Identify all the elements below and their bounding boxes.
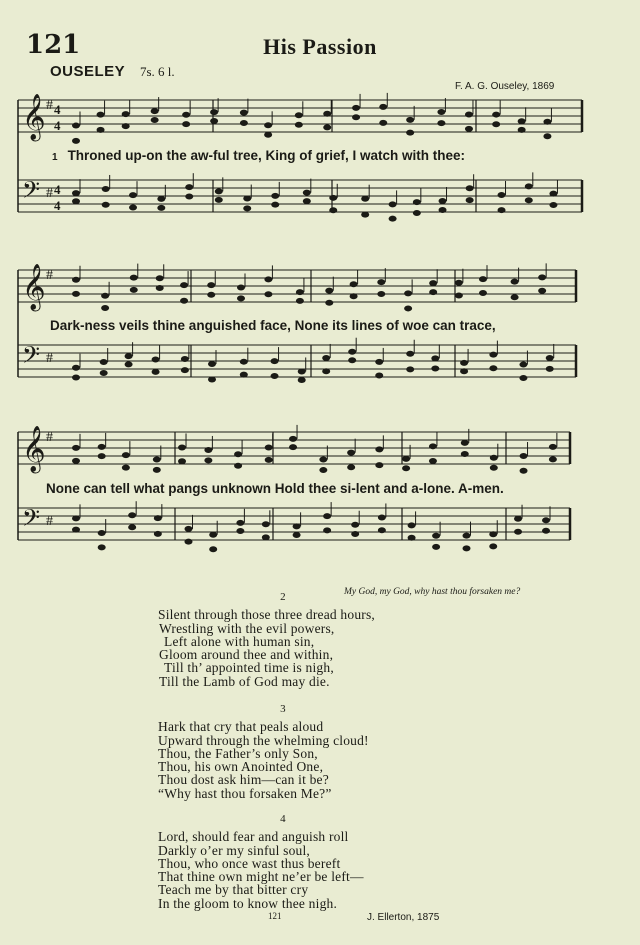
note-head	[498, 207, 506, 213]
note-head	[325, 288, 333, 294]
note-head	[455, 292, 463, 298]
note-head	[463, 533, 471, 539]
note-head	[413, 210, 421, 216]
stanza-line: That thine own might ne’er be left—	[158, 869, 364, 885]
note-head	[157, 196, 165, 202]
treble-clef: 𝄞	[22, 426, 46, 472]
note-head	[129, 204, 137, 210]
note-head	[520, 453, 528, 459]
note-head	[240, 359, 248, 365]
note-head	[525, 183, 533, 189]
note-head	[262, 534, 270, 540]
note-head	[101, 305, 109, 311]
stanza-3	[158, 703, 408, 800]
note-head	[298, 377, 306, 383]
note-head	[98, 530, 106, 536]
note-head	[378, 514, 386, 520]
tune-name: OUSELEY	[50, 63, 126, 80]
composer-credit: F. A. G. Ouseley, 1869	[455, 81, 555, 92]
note-head	[465, 112, 473, 118]
note-head	[236, 528, 244, 534]
hymn-number: 121	[26, 30, 81, 60]
time-signature: 4	[54, 102, 61, 117]
stanza-line: Hark that cry that peals aloud	[158, 719, 324, 735]
note-head	[542, 517, 550, 523]
note-head	[329, 207, 337, 213]
note-head	[122, 465, 130, 471]
note-head	[296, 298, 304, 304]
note-head	[262, 521, 270, 527]
note-head	[100, 370, 108, 376]
stanza-line: Till th’ appointed time is nigh,	[164, 660, 334, 676]
note-head	[154, 531, 162, 537]
note-head	[408, 535, 416, 541]
note-head	[489, 531, 497, 537]
note-head	[182, 112, 190, 118]
note-head	[210, 109, 218, 115]
note-head	[377, 291, 385, 297]
stanza-4	[158, 813, 408, 910]
note-head	[323, 513, 331, 519]
note-head	[406, 130, 414, 136]
note-head	[319, 457, 327, 463]
note-head	[72, 515, 80, 521]
time-signature: 4	[54, 198, 61, 213]
footer-page-number: 121	[268, 911, 282, 921]
note-head	[429, 458, 437, 464]
epigraph: My God, my God, why hast thou forsaken me?	[344, 587, 521, 597]
note-head	[543, 133, 551, 139]
note-head	[72, 277, 80, 283]
bass-clef: 𝄢	[22, 504, 41, 537]
note-head	[490, 455, 498, 461]
note-head	[72, 458, 80, 464]
note-head	[375, 462, 383, 468]
note-head	[514, 529, 522, 535]
note-head	[265, 445, 273, 451]
note-head	[413, 199, 421, 205]
note-head	[295, 112, 303, 118]
note-head	[525, 197, 533, 203]
bass-clef: 𝄢	[22, 341, 41, 374]
note-head	[329, 195, 337, 201]
note-head	[128, 524, 136, 530]
note-head	[538, 274, 546, 280]
note-head	[204, 447, 212, 453]
note-head	[519, 362, 527, 368]
bass-clef: 𝄢	[22, 176, 41, 209]
note-head	[152, 356, 160, 362]
note-head	[351, 531, 359, 537]
note-head	[546, 366, 554, 372]
sharp-sign: #	[46, 351, 53, 366]
note-head	[461, 440, 469, 446]
note-head	[271, 358, 279, 364]
author-credit: J. Ellerton, 1875	[367, 912, 440, 923]
stanza-line: Darkly o’er my sinful soul,	[158, 842, 311, 858]
note-head	[237, 295, 245, 301]
note-head	[549, 456, 557, 462]
note-head	[348, 357, 356, 363]
sharp-sign: #	[46, 514, 53, 529]
note-head	[455, 280, 463, 286]
note-head	[465, 126, 473, 132]
note-head	[303, 190, 311, 196]
note-head	[209, 546, 217, 552]
note-head	[439, 198, 447, 204]
stanza-number: 4	[280, 813, 286, 825]
note-head	[511, 279, 519, 285]
note-head	[404, 305, 412, 311]
note-head	[549, 191, 557, 197]
sharp-sign: #	[46, 268, 53, 283]
note-head	[207, 292, 215, 298]
note-head	[264, 276, 272, 282]
time-signature: 4	[54, 118, 61, 133]
note-head	[375, 359, 383, 365]
note-head	[549, 444, 557, 450]
note-head	[350, 293, 358, 299]
note-head	[184, 539, 192, 545]
note-head	[431, 355, 439, 361]
stanza-line: Upward through the whelming cloud!	[158, 732, 369, 748]
note-head	[102, 186, 110, 192]
note-head	[406, 351, 414, 357]
treble-clef: 𝄞	[22, 264, 46, 310]
note-head	[243, 196, 251, 202]
note-head	[439, 207, 447, 213]
note-head	[479, 276, 487, 282]
note-head	[489, 543, 497, 549]
note-head	[466, 185, 474, 191]
note-head	[264, 291, 272, 297]
note-head	[296, 289, 304, 295]
note-head	[406, 117, 414, 123]
note-head	[378, 527, 386, 533]
note-head	[240, 120, 248, 126]
note-head	[479, 290, 487, 296]
note-head	[379, 120, 387, 126]
note-head	[402, 456, 410, 462]
note-head	[97, 127, 105, 133]
note-head	[461, 451, 469, 457]
note-head	[375, 372, 383, 378]
note-head	[100, 359, 108, 365]
note-head	[236, 520, 244, 526]
stanza-line: Thou dost ask him—can it be?	[158, 772, 329, 788]
note-head	[295, 122, 303, 128]
note-head	[546, 355, 554, 361]
note-head	[520, 468, 528, 474]
note-head	[347, 450, 355, 456]
note-head	[265, 457, 273, 463]
note-head	[431, 365, 439, 371]
note-head	[98, 444, 106, 450]
note-head	[377, 279, 385, 285]
stanza-line: Wrestling with the evil powers,	[159, 620, 335, 636]
note-head	[234, 451, 242, 457]
note-head	[518, 127, 526, 133]
note-head	[429, 280, 437, 286]
note-head	[178, 458, 186, 464]
note-head	[490, 465, 498, 471]
stanza-line: In the gloom to know thee nigh.	[158, 895, 338, 911]
note-head	[264, 122, 272, 128]
note-head	[208, 377, 216, 383]
note-head	[406, 366, 414, 372]
note-head	[151, 108, 159, 114]
note-head	[240, 372, 248, 378]
note-head	[492, 121, 500, 127]
note-head	[538, 288, 546, 294]
note-head	[182, 121, 190, 127]
note-head	[511, 294, 519, 300]
note-head	[128, 512, 136, 518]
note-head	[178, 444, 186, 450]
note-head	[271, 373, 279, 379]
note-head	[185, 193, 193, 199]
note-head	[72, 198, 80, 204]
note-head	[72, 190, 80, 196]
note-head	[379, 104, 387, 110]
note-head	[72, 291, 80, 297]
note-head	[350, 281, 358, 287]
note-head	[157, 205, 165, 211]
note-head	[130, 287, 138, 293]
lyric-line-3: None can tell what pangs unknown Hold thee si-lent and a-lone. A-men.	[46, 481, 504, 496]
note-head	[460, 368, 468, 374]
note-head	[361, 212, 369, 218]
stanza-line: Gloom around thee and within,	[159, 647, 334, 663]
note-head	[325, 300, 333, 306]
note-head	[122, 452, 130, 458]
note-head	[323, 527, 331, 533]
note-head	[204, 457, 212, 463]
time-signature: 4	[54, 182, 61, 197]
note-head	[543, 119, 551, 125]
note-head	[102, 202, 110, 208]
note-head	[323, 111, 331, 117]
note-head	[389, 216, 397, 222]
note-head	[347, 464, 355, 470]
stanza-line: Left alone with human sin,	[164, 633, 315, 649]
note-head	[404, 290, 412, 296]
note-head	[98, 453, 106, 459]
note-head	[72, 365, 80, 371]
note-head	[319, 467, 327, 473]
note-head	[402, 465, 410, 471]
stanza-line: “Why hast thou forsaken Me?”	[158, 785, 332, 801]
note-head	[156, 275, 164, 281]
hymn-title: His Passion	[263, 34, 377, 59]
note-head	[215, 188, 223, 194]
note-head	[432, 533, 440, 539]
verse-number: 1	[52, 152, 58, 163]
note-head	[460, 360, 468, 366]
note-head	[298, 368, 306, 374]
note-head	[207, 282, 215, 288]
note-head	[322, 355, 330, 361]
note-head	[408, 522, 416, 528]
meter: 7s. 6 l.	[140, 64, 175, 79]
note-head	[184, 526, 192, 532]
note-head	[125, 353, 133, 359]
note-head	[293, 523, 301, 529]
note-head	[185, 184, 193, 190]
note-head	[234, 463, 242, 469]
note-head	[208, 361, 216, 367]
note-head	[153, 457, 161, 463]
note-head	[101, 293, 109, 299]
note-head	[429, 443, 437, 449]
sharp-sign: #	[46, 186, 53, 201]
note-head	[151, 117, 159, 123]
note-head	[375, 446, 383, 452]
note-head	[154, 515, 162, 521]
note-head	[240, 110, 248, 116]
note-head	[243, 205, 251, 211]
note-head	[542, 528, 550, 534]
note-head	[498, 192, 506, 198]
note-head	[351, 522, 359, 528]
note-head	[289, 444, 297, 450]
note-head	[72, 527, 80, 533]
note-head	[518, 118, 526, 124]
note-head	[97, 112, 105, 118]
note-head	[152, 369, 160, 375]
stanza-line: Thou, the Father’s only Son,	[158, 745, 318, 761]
stanza-number: 2	[280, 591, 286, 603]
note-head	[122, 111, 130, 117]
stanza-2	[158, 591, 408, 688]
stanza-line: Silent through those three dread hours,	[158, 607, 376, 623]
note-head	[180, 282, 188, 288]
note-head	[489, 365, 497, 371]
note-head	[271, 193, 279, 199]
sharp-sign: #	[46, 98, 53, 113]
note-head	[437, 109, 445, 115]
note-head	[264, 132, 272, 138]
note-head	[492, 112, 500, 118]
note-head	[432, 544, 440, 550]
note-head	[271, 202, 279, 208]
lyric-line-1	[52, 148, 465, 163]
sharp-sign: #	[46, 430, 53, 445]
note-head	[348, 349, 356, 355]
note-head	[72, 374, 80, 380]
note-head	[463, 545, 471, 551]
note-head	[429, 289, 437, 295]
note-head	[129, 192, 137, 198]
note-head	[489, 352, 497, 358]
lyric-line-2: Dark-ness veils thine anguished face, None its lines of woe can trace,	[50, 318, 496, 333]
note-head	[209, 532, 217, 538]
stanza-line: Thou, his own Anointed One,	[158, 759, 324, 775]
note-head	[210, 118, 218, 124]
note-head	[352, 105, 360, 111]
lyric-text-1: Throned up-on the aw-ful tree, King of grief, I watch with thee:	[67, 148, 466, 163]
note-head	[130, 275, 138, 281]
note-head	[153, 467, 161, 473]
note-head	[98, 544, 106, 550]
note-head	[466, 197, 474, 203]
note-head	[514, 516, 522, 522]
stanza-line: Till the Lamb of God may die.	[159, 673, 330, 689]
note-head	[303, 198, 311, 204]
note-head	[293, 532, 301, 538]
note-head	[322, 368, 330, 374]
note-head	[361, 196, 369, 202]
note-head	[181, 356, 189, 362]
stanza-line: Thou, who once wast thus bereft	[158, 855, 341, 871]
note-head	[72, 123, 80, 129]
note-head	[389, 201, 397, 207]
stanza-line: Lord, should fear and anguish roll	[158, 829, 349, 845]
note-head	[156, 285, 164, 291]
note-head	[289, 436, 297, 442]
note-head	[352, 114, 360, 120]
note-head	[72, 445, 80, 451]
stanza-line: Teach me by that bitter cry	[158, 882, 309, 898]
note-head	[125, 361, 133, 367]
treble-clef: 𝄞	[22, 94, 46, 140]
note-head	[549, 202, 557, 208]
note-head	[215, 197, 223, 203]
note-head	[122, 123, 130, 129]
stanza-number: 3	[280, 703, 286, 715]
note-head	[519, 375, 527, 381]
note-head	[237, 284, 245, 290]
note-head	[72, 138, 80, 144]
note-head	[180, 298, 188, 304]
note-head	[323, 124, 331, 130]
note-head	[437, 120, 445, 126]
note-head	[181, 367, 189, 373]
